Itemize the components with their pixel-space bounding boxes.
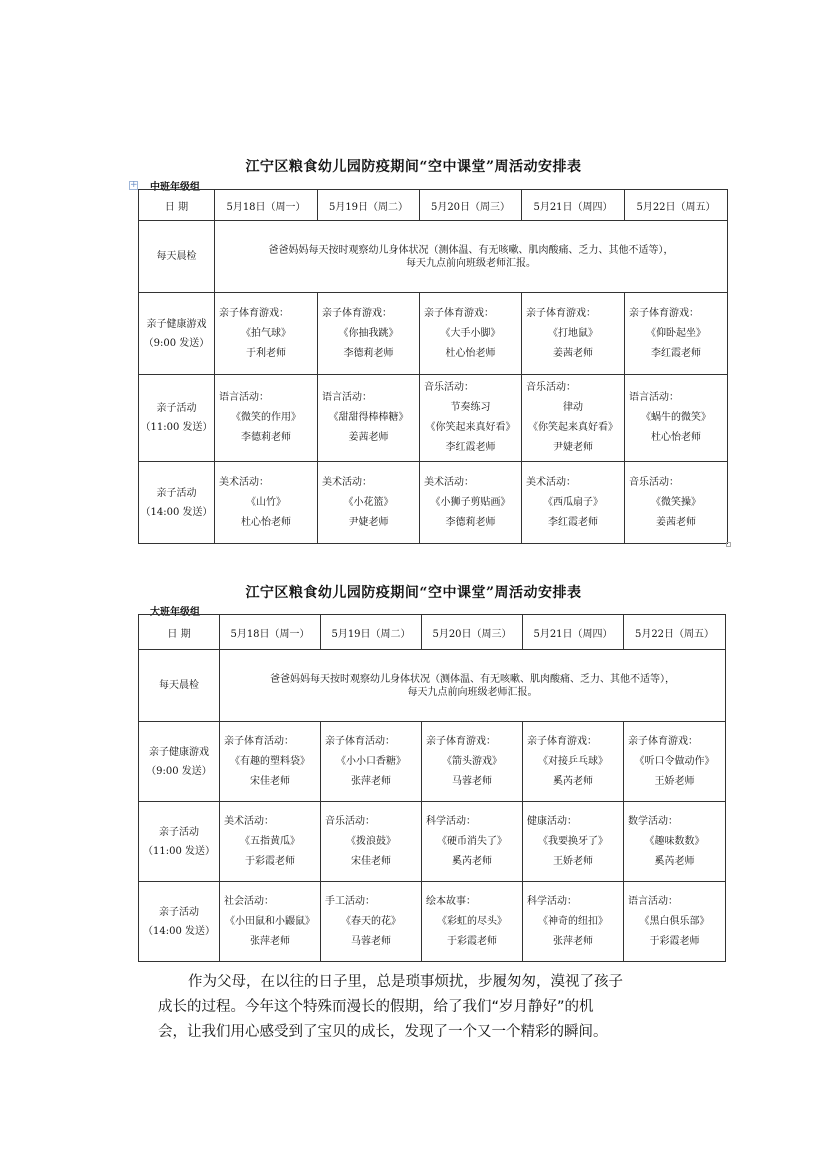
activity-type: 亲子体育游戏： xyxy=(219,307,289,319)
teacher-name: 姜茜老师 xyxy=(656,516,696,528)
activity-cell xyxy=(624,802,726,882)
activity-cell xyxy=(318,462,420,544)
activity-cell xyxy=(321,802,422,882)
activity-title: 《箭头游戏》 xyxy=(442,755,502,767)
teacher-name: 马蓉老师 xyxy=(351,935,391,947)
row-label-cell xyxy=(139,722,220,802)
activity-title: 《小小口香糖》 xyxy=(336,755,406,767)
activity-type: 手工活动： xyxy=(325,895,375,907)
teacher-name: 李红霞老师 xyxy=(548,516,598,528)
activity-cell xyxy=(422,882,523,962)
row-label-line: 亲子活动 xyxy=(156,487,197,499)
row-label-line: （9:00 发送） xyxy=(143,337,210,349)
teacher-name: 姜茜老师 xyxy=(348,432,389,443)
activity-type: 亲子体育游戏： xyxy=(628,735,698,747)
activity-type: 科学活动： xyxy=(527,895,577,907)
day-header-cell: 5月18日（周一） xyxy=(215,190,318,221)
activity-title: 《你笑起来真好看》 xyxy=(425,422,516,433)
activity-cell xyxy=(522,462,625,544)
teacher-name: 奚芮老师 xyxy=(553,775,593,787)
activity-type: 亲子体育活动： xyxy=(325,735,395,747)
activity-cell xyxy=(215,375,318,462)
activity-cell xyxy=(420,375,522,462)
teacher-name: 张萍老师 xyxy=(553,935,593,947)
row-label-line: （11:00 发送） xyxy=(140,422,213,433)
teacher-name: 李红霞老师 xyxy=(445,442,496,453)
activity-type: 绘本故事： xyxy=(426,895,476,907)
row-label-line: 亲子活动 xyxy=(159,906,199,918)
day-header-cell: 5月22日（周五） xyxy=(625,190,728,221)
activity-type: 语言活动： xyxy=(219,392,269,403)
paragraph-line: 作为父母，在以往的日子里，总是琐事烦扰，步履匆匆，漠视了孩子 xyxy=(188,974,623,990)
schedule-table-senior xyxy=(138,614,726,962)
day-header-cell: 5月21日（周四） xyxy=(522,190,625,221)
activity-cell xyxy=(523,882,624,962)
activity-title: 《蜗牛的微笑》 xyxy=(641,412,711,423)
activity-type: 社会活动： xyxy=(224,895,274,907)
activity-type: 亲子体育游戏： xyxy=(629,307,699,319)
activity-type: 美术活动： xyxy=(424,476,474,488)
activity-type: 亲子体育游戏： xyxy=(424,307,494,319)
activity-cell xyxy=(318,293,420,375)
teacher-name: 宋佳老师 xyxy=(351,855,391,867)
activity-type: 亲子体育游戏： xyxy=(526,307,596,319)
activity-title: 节奏练习 xyxy=(450,402,491,413)
activity-type: 亲子体育游戏： xyxy=(322,307,392,319)
teacher-name: 奚芮老师 xyxy=(452,855,492,867)
activity-type: 语言活动： xyxy=(629,392,679,403)
activity-title: 《我要换牙了》 xyxy=(538,835,608,847)
row-label-line: （9:00 发送） xyxy=(146,765,212,777)
morning-check-label: 每天晨检 xyxy=(139,650,220,722)
table1-grade-label: 中班年级组 xyxy=(150,182,200,193)
morning-check-text xyxy=(220,650,726,722)
row-label-line: （14:00 发送） xyxy=(143,925,215,937)
teacher-name: 李红霞老师 xyxy=(651,347,701,359)
day-header-cell: 5月21日（周四） xyxy=(523,615,624,650)
activity-title: 《仰卧起坐》 xyxy=(646,327,706,339)
morning-check-line: 每天九点前向班级老师汇报。 xyxy=(407,686,538,698)
activity-type: 音乐活动： xyxy=(325,815,375,827)
activity-cell xyxy=(215,462,318,544)
activity-title: 《神奇的纽扣》 xyxy=(538,915,608,927)
activity-cell xyxy=(215,293,318,375)
teacher-name: 李德莉老师 xyxy=(445,516,496,528)
activity-title: 《你笑起来真好看》 xyxy=(528,422,618,433)
activity-cell xyxy=(624,882,726,962)
body-paragraph xyxy=(158,970,698,1045)
teacher-name: 李德莉老师 xyxy=(241,432,291,443)
activity-cell xyxy=(420,293,522,375)
activity-title: 《拨浪鼓》 xyxy=(346,835,396,847)
activity-cell xyxy=(220,722,321,802)
activity-title: 《微笑的作用》 xyxy=(231,412,301,423)
morning-check-line: 爸爸妈妈每天按时观察幼儿身体状况（测体温、有无咳嗽、肌肉酸痛、乏力、其他不适等）， xyxy=(270,673,675,685)
activity-type: 美术活动： xyxy=(224,815,274,827)
activity-cell xyxy=(420,462,522,544)
morning-check-line: 每天九点前向班级老师汇报。 xyxy=(406,257,536,269)
activity-title: 《春天的花》 xyxy=(341,915,401,927)
activity-title: 《甜甜得棒棒糖》 xyxy=(328,412,409,423)
activity-type: 亲子体育游戏： xyxy=(426,735,496,747)
date-header-cell: 日 期 xyxy=(139,615,220,650)
activity-title: 《打地鼠》 xyxy=(548,327,598,339)
row-label-line: 亲子活动 xyxy=(159,826,199,838)
activity-cell xyxy=(625,293,728,375)
activity-title: 律动 xyxy=(563,402,583,413)
schedule-table-middle xyxy=(138,189,728,544)
activity-cell xyxy=(422,722,523,802)
teacher-name: 宋佳老师 xyxy=(250,775,290,787)
activity-title: 《微笑操》 xyxy=(651,496,701,508)
morning-check-text xyxy=(215,221,728,293)
day-header-cell: 5月18日（周一） xyxy=(220,615,321,650)
activity-type: 音乐活动： xyxy=(629,476,679,488)
activity-type: 数学活动： xyxy=(628,815,678,827)
activity-title: 《有趣的塑料袋》 xyxy=(230,755,310,767)
table-anchor-icon[interactable]: + xyxy=(130,180,138,190)
activity-title: 《小狮子剪贴画》 xyxy=(430,496,511,508)
teacher-name: 王娇老师 xyxy=(654,775,695,787)
day-header-cell: 5月22日（周五） xyxy=(624,615,726,650)
date-header-cell: 日 期 xyxy=(139,190,215,221)
activity-type: 语言活动： xyxy=(322,392,372,403)
activity-cell xyxy=(318,375,420,462)
teacher-name: 于彩霞老师 xyxy=(245,855,295,867)
activity-title: 《硬币消失了》 xyxy=(437,835,507,847)
teacher-name: 于彩霞老师 xyxy=(649,935,700,947)
teacher-name: 马蓉老师 xyxy=(452,775,492,787)
table1-title: 江宁区粮食幼儿园防疫期间“空中课堂”周活动安排表 xyxy=(245,159,582,175)
teacher-name: 于彩霞老师 xyxy=(447,935,497,947)
teacher-name: 奚芮老师 xyxy=(654,855,695,867)
activity-title: 《五指黄瓜》 xyxy=(240,835,300,847)
teacher-name: 张萍老师 xyxy=(351,775,391,787)
row-label-line: 亲子活动 xyxy=(156,403,197,414)
activity-cell xyxy=(321,722,422,802)
activity-type: 美术活动： xyxy=(526,476,576,488)
activity-type: 美术活动： xyxy=(322,476,372,488)
teacher-name: 尹婕老师 xyxy=(553,442,593,453)
teacher-name: 张萍老师 xyxy=(250,935,290,947)
activity-title: 《大手小脚》 xyxy=(440,327,501,339)
activity-title: 《趣味数数》 xyxy=(644,835,705,847)
teacher-name: 尹婕老师 xyxy=(348,516,389,528)
activity-type: 健康活动： xyxy=(527,815,577,827)
activity-type: 音乐活动： xyxy=(526,382,576,393)
activity-cell xyxy=(422,802,523,882)
day-header-cell: 5月20日（周三） xyxy=(422,615,523,650)
teacher-name: 姜茜老师 xyxy=(553,347,593,359)
table-resize-handle[interactable] xyxy=(726,542,731,547)
activity-title: 《听口令做动作》 xyxy=(634,755,715,767)
activity-type: 亲子体育游戏： xyxy=(527,735,597,747)
row-label-line: 亲子健康游戏 xyxy=(146,318,207,330)
activity-cell xyxy=(522,375,625,462)
activity-cell xyxy=(523,802,624,882)
teacher-name: 杜心怡老师 xyxy=(241,516,291,528)
activity-cell xyxy=(321,882,422,962)
day-header-cell: 5月19日（周二） xyxy=(318,190,420,221)
activity-title: 《小花篮》 xyxy=(343,496,394,508)
row-label-line: （11:00 发送） xyxy=(143,845,215,857)
morning-check-label: 每天晨检 xyxy=(139,221,215,293)
teacher-name: 王娇老师 xyxy=(553,855,593,867)
row-label-cell xyxy=(139,882,220,962)
activity-cell xyxy=(522,293,625,375)
row-label-line: （14:00 发送） xyxy=(140,506,213,518)
activity-title: 《西瓜扇子》 xyxy=(543,496,603,508)
row-label-cell xyxy=(139,293,215,375)
row-label-line: 亲子健康游戏 xyxy=(149,746,209,758)
morning-check-line: 爸爸妈妈每天按时观察幼儿身体状况（测体温、有无咳嗽、肌肉酸痛、乏力、其他不适等）， xyxy=(268,244,674,256)
activity-type: 美术活动： xyxy=(219,476,269,488)
teacher-name: 杜心怡老师 xyxy=(651,432,701,443)
activity-type: 音乐活动： xyxy=(424,382,474,393)
day-header-cell: 5月20日（周三） xyxy=(420,190,522,221)
day-header-cell: 5月19日（周二） xyxy=(321,615,422,650)
activity-title: 《彩虹的尽头》 xyxy=(437,915,507,927)
paragraph-line: 成长的过程。今年这个特殊而漫长的假期，给了我们“岁月静好”的机 xyxy=(158,999,594,1015)
activity-title: 《山竹》 xyxy=(246,496,286,508)
activity-type: 亲子体育活动： xyxy=(224,735,294,747)
activity-title: 《你抽我跳》 xyxy=(338,327,399,339)
table2-grade-label: 大班年级组 xyxy=(150,607,200,618)
row-label-cell xyxy=(139,375,215,462)
activity-cell xyxy=(523,722,624,802)
activity-cell xyxy=(220,802,321,882)
activity-title: 《拍气球》 xyxy=(241,327,291,339)
row-label-cell xyxy=(139,462,215,544)
activity-cell xyxy=(624,722,726,802)
activity-type: 语言活动： xyxy=(628,895,678,907)
teacher-name: 于利老师 xyxy=(246,347,286,359)
activity-cell xyxy=(625,375,728,462)
teacher-name: 李德莉老师 xyxy=(343,347,394,359)
paragraph-line: 会，让我们用心感受到了宝贝的成长，发现了一个又一个精彩的瞬间。 xyxy=(158,1024,608,1040)
table2-title: 江宁区粮食幼儿园防疫期间“空中课堂”周活动安排表 xyxy=(245,585,582,601)
activity-cell xyxy=(625,462,728,544)
activity-title: 《小田鼠和小鼹鼠》 xyxy=(225,915,315,927)
activity-title: 《对接乒乓球》 xyxy=(538,755,608,767)
activity-type: 科学活动： xyxy=(426,815,476,827)
teacher-name: 杜心怡老师 xyxy=(445,347,496,359)
activity-title: 《黑白俱乐部》 xyxy=(639,915,710,927)
activity-cell xyxy=(220,882,321,962)
row-label-cell xyxy=(139,802,220,882)
